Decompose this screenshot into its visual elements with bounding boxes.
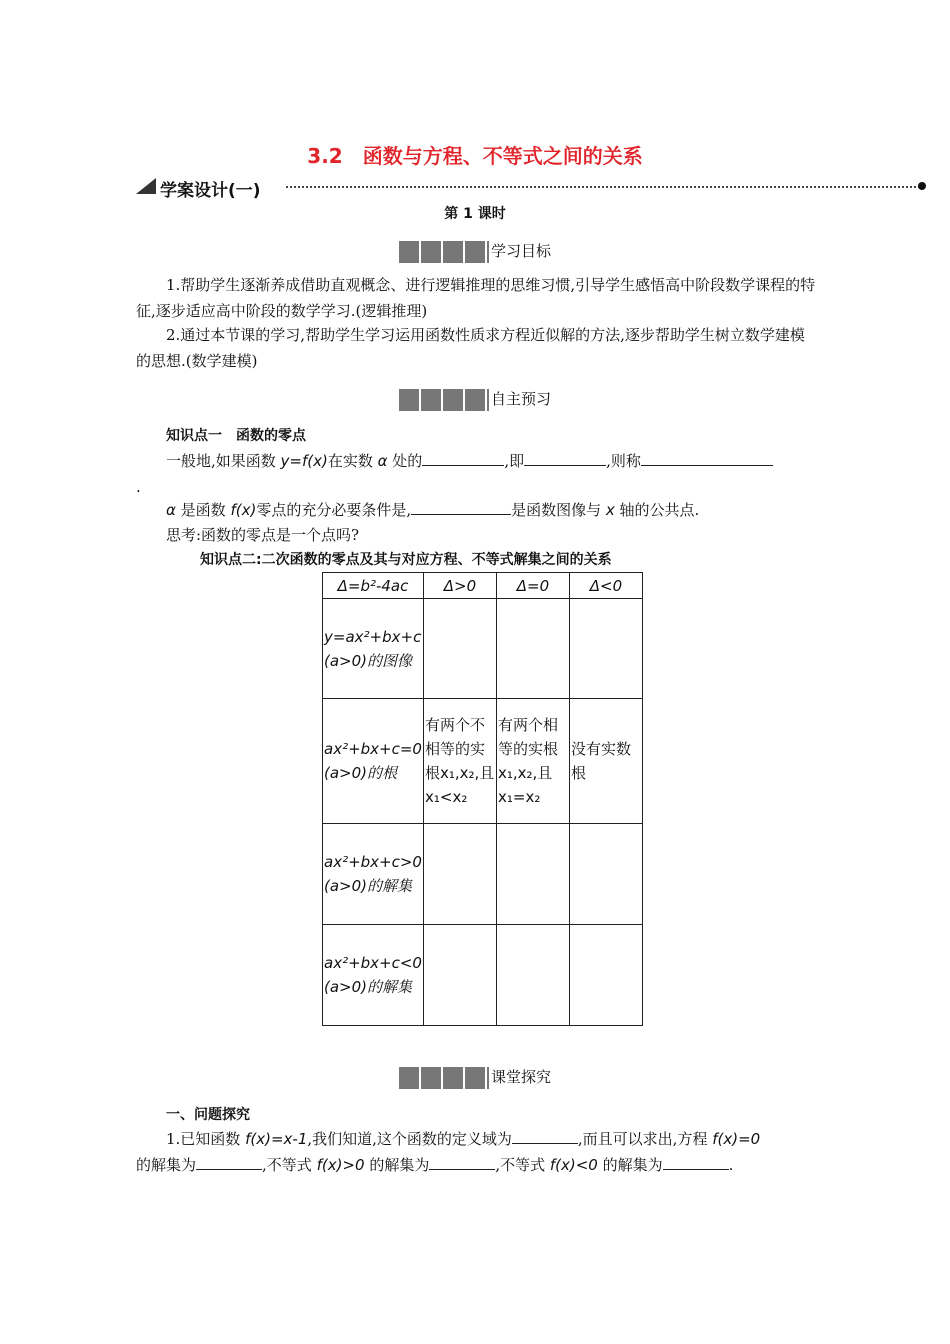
q1-func: f(x)=0 — [712, 1130, 761, 1148]
fill-blank[interactable] — [663, 1153, 729, 1170]
kp1-text: 零点的充分必要条件是, — [256, 501, 412, 519]
table-row-label: ax²+bx+c<0 (a>0)的解集 — [323, 925, 424, 1026]
kp1-text: 一般地,如果函数 — [166, 452, 281, 470]
section-goals-title: 学习目标 — [490, 242, 551, 260]
section-banner — [136, 176, 926, 201]
section-preview-title: 自主预习 — [490, 390, 551, 408]
table-cell-blank[interactable] — [569, 824, 642, 925]
kp1-text: 处的 — [387, 452, 423, 470]
q1-text: ,而且可以求出,方程 — [577, 1130, 713, 1148]
table-cell-blank[interactable] — [423, 925, 496, 1026]
q1-func: f(x)<0 — [549, 1156, 598, 1174]
fill-blank[interactable] — [422, 449, 504, 466]
banner-label: 学案设计(一) — [160, 181, 261, 201]
table-cell: 有两个不相等的实根x₁,x₂,且x₁<x₂ — [423, 699, 496, 824]
table-row-label: y=ax²+bx+c (a>0)的图像 — [323, 599, 424, 699]
table-cell: 有两个相等的实根x₁,x₂,且x₁=x₂ — [496, 699, 569, 824]
table-cell-blank[interactable] — [423, 824, 496, 925]
kp1-alpha: α — [166, 501, 176, 519]
explore-q1 — [136, 1126, 816, 1178]
q1-text: 1.已知函数 — [166, 1130, 246, 1148]
q1-text: ,不等式 — [262, 1156, 317, 1174]
q1-text: ,我们知道,这个函数的定义域为 — [307, 1130, 512, 1148]
kp1-text: 轴的公共点. — [614, 501, 700, 519]
q1-text: 的解集为 — [364, 1156, 430, 1174]
goal-item-2: 2.通过本节课的学习,帮助学生学习运用函数性质求方程近似解的方法,逐步帮助学生树立数学建模的思想.(数学建模) — [136, 326, 805, 370]
lesson-label: 第 1 课时 — [444, 206, 506, 222]
table-cell-blank[interactable] — [569, 599, 642, 699]
kp1-text: 在实数 — [327, 452, 378, 470]
fill-blank[interactable] — [411, 498, 511, 515]
q1-text: . — [728, 1156, 734, 1174]
q1-text: ,不等式 — [495, 1156, 550, 1174]
q1-func: f(x)>0 — [316, 1156, 365, 1174]
q1-text: 的解集为 — [136, 1156, 197, 1174]
q1-text: 的解集为 — [597, 1156, 663, 1174]
table-header: Δ=b²-4ac — [323, 573, 424, 599]
kp1-condition — [166, 497, 826, 523]
page-title: 3.2 函数与方程、不等式之间的关系 — [307, 144, 643, 168]
q1-func: f(x)=x-1 — [245, 1130, 308, 1148]
explore-heading: 一、问题探究 — [166, 1107, 250, 1123]
kp1-text: ,则称 — [606, 452, 641, 470]
table-cell-blank[interactable] — [569, 925, 642, 1026]
section-blocks-icon — [399, 1067, 489, 1089]
table-row-label: ax²+bx+c=0 (a>0)的根 — [323, 699, 424, 824]
kp1-text: 是函数 — [175, 501, 231, 519]
quadratic-table — [322, 572, 643, 1026]
banner-wedge-icon — [136, 178, 156, 194]
table-cell: 没有实数根 — [569, 699, 642, 824]
fill-blank[interactable] — [512, 1127, 578, 1144]
goal-item-1: 1.帮助学生逐渐养成借助直观概念、进行逻辑推理的思维习惯,引导学生感悟高中阶段数学课程的特征,逐步适应高中阶段的数学学习.(逻辑推理) — [136, 276, 816, 320]
fill-blank[interactable] — [429, 1153, 495, 1170]
banner-end-dot-icon — [918, 182, 926, 190]
section-explore-title: 课堂探究 — [490, 1068, 551, 1086]
section-blocks-icon — [399, 389, 489, 411]
table-header: Δ>0 — [423, 573, 496, 599]
table-cell-blank[interactable] — [496, 925, 569, 1026]
table-cell-blank[interactable] — [496, 824, 569, 925]
kp1-text: ,即 — [504, 452, 525, 470]
kp1-heading: 知识点一 函数的零点 — [166, 428, 306, 444]
table-cell-blank[interactable] — [423, 599, 496, 699]
kp2-heading: 知识点二:二次函数的零点及其与对应方程、不等式解集之间的关系 — [200, 552, 612, 568]
kp1-func: y=f(x) — [280, 452, 328, 470]
kp1-text: 是函数图像与 — [511, 501, 606, 519]
fill-blank[interactable] — [196, 1153, 262, 1170]
kp1-think: 思考:函数的零点是一个点吗? — [166, 526, 360, 544]
kp1-x: x — [605, 501, 615, 519]
table-header: Δ=0 — [496, 573, 569, 599]
table-row-label: ax²+bx+c>0 (a>0)的解集 — [323, 824, 424, 925]
fill-blank[interactable] — [524, 449, 606, 466]
kp1-func: f(x) — [230, 501, 257, 519]
table-cell-blank[interactable] — [496, 599, 569, 699]
fill-blank[interactable] — [641, 449, 773, 466]
section-preview — [0, 388, 950, 412]
table-header: Δ<0 — [569, 573, 642, 599]
banner-dotted-line — [286, 186, 920, 188]
kp1-alpha: α — [377, 452, 388, 470]
section-explore — [0, 1066, 950, 1090]
section-goals — [0, 240, 950, 264]
section-blocks-icon — [399, 241, 489, 263]
kp1-definition — [166, 448, 826, 474]
kp1-line-end: . — [136, 478, 141, 496]
